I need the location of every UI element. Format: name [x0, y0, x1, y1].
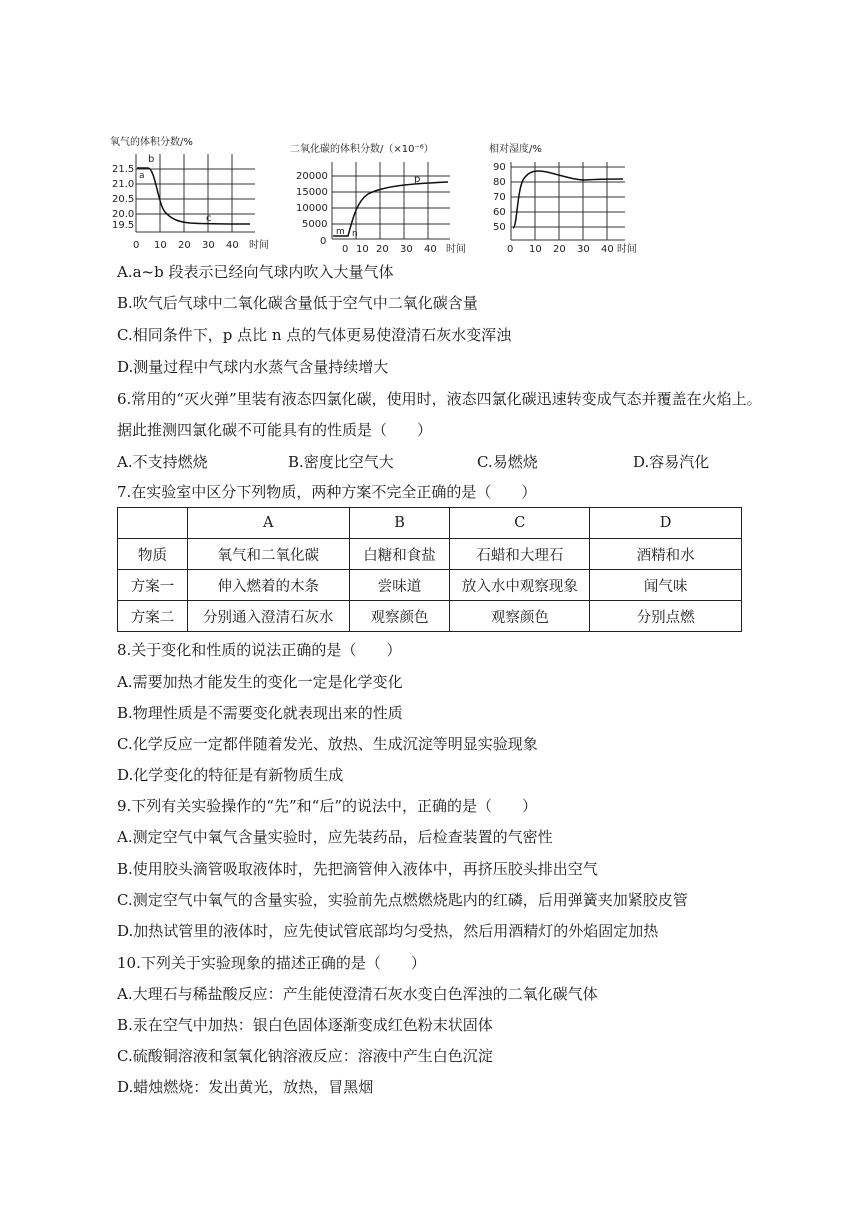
- q5-option-b: B.吹气后气球中二氧化碳含量低于空气中二氧化碳含量: [117, 294, 478, 312]
- charts-row: [110, 132, 750, 257]
- oxygen-xtick-4: 30: [202, 240, 215, 251]
- co2-label-m: m: [336, 227, 345, 237]
- humidity-chart: [485, 132, 645, 261]
- co2-ytick-1: 20000: [296, 171, 328, 182]
- oxygen-ytick-2: 21.0: [112, 179, 135, 190]
- q7-header-row: [118, 508, 742, 539]
- oxygen-xtick-2: 10: [154, 240, 167, 251]
- oxygen-grid: [136, 154, 255, 232]
- co2-label-p: p: [414, 174, 421, 185]
- q8-option-b: B.物理性质是不需要变化就表现出来的性质: [117, 704, 403, 722]
- humidity-xtick-2: 10: [529, 244, 542, 255]
- q7-cell: 酒精和水: [590, 539, 742, 570]
- co2-chart: [290, 132, 480, 261]
- oxygen-ytick-1: 21.5: [112, 164, 135, 175]
- oxygen-label-c: c: [206, 213, 212, 224]
- humidity-chart-svg: [485, 132, 645, 257]
- q9-option-d: D.加热试管里的液体时，应先使试管底部均匀受热，然后用酒精灯的外焰固定加热: [117, 922, 659, 940]
- q7-row-label: 方案二: [118, 601, 188, 632]
- q5-option-d: D.测量过程中气球内水蒸气含量持续增大: [117, 358, 389, 376]
- humidity-xtick-5: 40: [601, 244, 614, 255]
- q7-cell: 分别通入澄清石灰水: [187, 601, 349, 632]
- q8-option-c: C.化学反应一定都伴随着发光、放热、生成沉淀等明显实验现象: [117, 735, 538, 753]
- q7-header-cell: C: [450, 508, 590, 539]
- q7-cell: 观察颜色: [450, 601, 590, 632]
- q10-option-a: A.大理石与稀盐酸反应：产生能使澄清石灰水变白色浑浊的二氧化碳气体: [117, 985, 598, 1003]
- oxygen-chart: [110, 132, 290, 261]
- humidity-ytick-4: 60: [493, 207, 506, 218]
- q6-option-d: D.容易汽化: [633, 453, 710, 471]
- q5-option-a: A.a~b 段表示已经向气球内吹入大量气体: [117, 263, 394, 281]
- q7-row-label: 方案一: [118, 570, 188, 601]
- co2-chart-ylabel: 二氧化碳的体积分数/（×10⁻⁶）: [290, 144, 434, 155]
- q10-option-c: C.硫酸铜溶液和氢氧化钠溶液反应：溶液中产生白色沉淀: [117, 1047, 493, 1065]
- oxygen-curve: [137, 168, 250, 224]
- q5-option-c: C.相同条件下，p 点比 n 点的气体更易使澄清石灰水变浑浊: [117, 326, 512, 344]
- q7-table-row: [118, 539, 742, 570]
- humidity-ytick-1: 90: [493, 162, 506, 173]
- q8-option-a: A.需要加热才能发生的变化一定是化学变化: [117, 673, 403, 691]
- q8-stem: 8.关于变化和性质的说法正确的是（ ）: [117, 641, 402, 659]
- q7-cell: 观察颜色: [349, 601, 450, 632]
- q7-cell: 尝味道: [349, 570, 450, 601]
- q10-stem: 10.下列关于实验现象的描述正确的是（ ）: [117, 954, 426, 972]
- co2-chart-svg: [290, 132, 480, 257]
- humidity-xtick-4: 30: [577, 244, 590, 255]
- q6-options: [117, 451, 757, 473]
- q9-option-c: C.测定空气中氧气的含量实验，实验前先点燃燃烧匙内的红磷，后用弹簧夹加紧胶皮管: [117, 891, 688, 909]
- q6-stem-line1: 6.常用的“灭火弹”里装有液态四氯化碳，使用时，液态四氯化碳迅速转变成气态并覆盖在火焰上。: [117, 390, 762, 408]
- co2-xtick-5: 40: [424, 244, 437, 255]
- oxygen-chart-ylabel: 氧气的体积分数/%: [110, 137, 193, 148]
- q6-stem-line2: 据此推测四氯化碳不可能具有的性质是（ ）: [117, 421, 433, 439]
- co2-xtick-3: 20: [376, 244, 389, 255]
- co2-label-n: n: [352, 229, 358, 239]
- q7-table-row: [118, 570, 742, 601]
- co2-ytick-3: 10000: [296, 203, 328, 214]
- co2-xtick-2: 10: [356, 244, 369, 255]
- q7-header-cell: B: [349, 508, 450, 539]
- q7-cell: 放入水中观察现象: [450, 570, 590, 601]
- oxygen-xtick-5: 40: [226, 240, 239, 251]
- oxygen-xtick-3: 20: [178, 240, 191, 251]
- q10-option-b: B.汞在空气中加热：银白色固体逐渐变成红色粉末状固体: [117, 1016, 493, 1034]
- q6-option-b: B.密度比空气大: [288, 453, 394, 471]
- humidity-chart-ylabel: 相对湿度/%: [489, 144, 542, 155]
- q9-option-b: B.使用胶头滴管吸取液体时，先把滴管伸入液体中，再挤压胶头排出空气: [117, 860, 598, 878]
- oxygen-chart-svg: [110, 132, 290, 257]
- co2-ytick-2: 15000: [296, 187, 328, 198]
- q7-cell: 白糖和食盐: [349, 539, 450, 570]
- humidity-xtick-3: 20: [553, 244, 566, 255]
- co2-xtick-4: 30: [400, 244, 413, 255]
- q7-cell: 伸入燃着的木条: [187, 570, 349, 601]
- oxygen-label-b: b: [148, 154, 155, 165]
- q7-cell: 分别点燃: [590, 601, 742, 632]
- q7-stem: 7.在实验室中区分下列物质，两种方案不完全正确的是（ ）: [117, 483, 537, 501]
- humidity-ytick-3: 70: [493, 192, 506, 203]
- q6-option-c: C.易燃烧: [477, 453, 538, 471]
- co2-ytick-4: 5000: [302, 219, 328, 230]
- oxygen-ytick-5: 19.5: [112, 220, 135, 231]
- q7-cell: 闻气味: [590, 570, 742, 601]
- oxygen-xtick-1: 0: [133, 240, 140, 251]
- q7-header-cell: D: [590, 508, 742, 539]
- q9-option-a: A.测定空气中氧气含量实验时，应先装药品，后检查装置的气密性: [117, 828, 553, 846]
- humidity-ytick-5: 50: [493, 222, 506, 233]
- q10-option-d: D.蜡烛燃烧：发出黄光，放热，冒黑烟: [117, 1078, 374, 1096]
- oxygen-ytick-3: 20.5: [112, 194, 135, 205]
- humidity-xunit: 时间: [617, 244, 637, 255]
- q7-table: [117, 507, 742, 632]
- q7-header-cell: A: [187, 508, 349, 539]
- q7-cell: 石蜡和大理石: [450, 539, 590, 570]
- oxygen-xunit: 时间: [249, 240, 269, 251]
- q7-row-label: 物质: [118, 539, 188, 570]
- co2-xtick-1: 0: [342, 244, 349, 255]
- humidity-ytick-2: 80: [493, 177, 506, 188]
- q7-table-row: [118, 601, 742, 632]
- q8-option-d: D.化学变化的特征是有新物质生成: [117, 766, 344, 784]
- q9-stem: 9.下列有关实验操作的“先”和“后”的说法中，正确的是（ ）: [117, 797, 537, 815]
- co2-curve: [333, 182, 448, 236]
- co2-xunit: 时间: [446, 244, 466, 255]
- q7-header-cell: [118, 508, 188, 539]
- q7-cell: 氧气和二氧化碳: [187, 539, 349, 570]
- oxygen-ytick-4: 20.0: [112, 209, 135, 220]
- humidity-xtick-1: 0: [507, 244, 514, 255]
- q6-option-a: A.不支持燃烧: [117, 453, 208, 471]
- oxygen-label-a: a: [139, 171, 145, 181]
- co2-ytick-5: 0: [320, 236, 327, 247]
